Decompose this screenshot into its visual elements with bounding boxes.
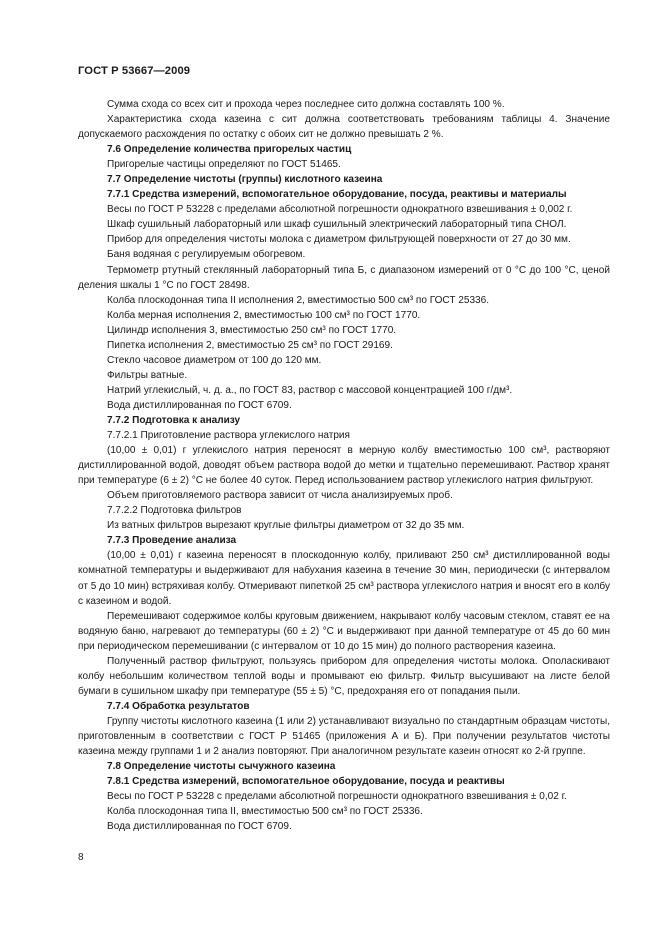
paragraph: Группу чистоты кислотного казеина (1 или 2) устанавливают визуально по стандартным образцам чистоты, приготовленным в соответствии с ГОСТ Р 51465 (приложения А и Б). При получении результатов чистоты казеина между группами 1 и 2 анализ повторяют. При аналогичном результате казеин относят ко 2-й группе. [78,715,610,758]
paragraph: Прибор для определения чистоты молока с диаметром фильтрующей поверхности от 27 до 30 мм. [107,234,571,246]
section-heading: 7.6 Определение количества пригорелых частиц [107,144,352,156]
paragraph: (10,00 ± 0,01) г казеина переносят в плоскодонную колбу, приливают 250 см³ дистиллированной воды комнатной температуры и выдерживают для набухания казеина в течение 30 мин, периодически (с интервалом от 5 до 10 мин) встряхивая колбу. Отмеривают пипеткой 25 см³ раствора углекислого натрия и вносят его в колбу с казеином и водой. [78,550,610,607]
page-number: 8 [78,852,84,863]
paragraph: Сумма схода со всех сит и прохода через последнее сито должна составлять 100 %. [107,99,505,110]
paragraph: Пригорелые частицы определяют по ГОСТ 51465. [107,159,341,171]
paragraph: Весы по ГОСТ Р 53228 с пределами абсолютной погрешности однократного взвешивания ± 0,002 г. [107,204,573,216]
section-heading: 7.7.3 Проведение анализа [107,535,237,547]
paragraph: Полученный раствор фильтруют, пользуясь прибором для определения чистоты молока. Ополаскивают колбу небольшим количеством теплой воды и промывают ею фильтр. Фильтр высушивают на листе белой бумаги в сушильном шкафу при температуре (55 ± 5) °С, предохраняя его от попадания пыли. [78,655,610,697]
paragraph: Стекло часовое диаметром от 100 до 120 мм. [107,354,322,366]
paragraph: (10,00 ± 0,01) г углекислого натрия переносят в мерную колбу вместимостью 100 см³, растворяют дистиллированной водой, доводят объем раствора водой до метки и тщательно перемешивают. Раствор хранят при температуре (6 ± 2) °С не более 40 суток. Перед использованием раствор углекислого натрия фильтруют. [78,445,610,487]
section-heading: 7.7 Определение чистоты (группы) кислотного казеина [107,174,383,186]
section-heading: 7.7.2 Подготовка к анализу [107,414,241,426]
section-heading: 7.8.1 Средства измерений, вспомогательное оборудование, посуда и реактивы [107,776,505,788]
paragraph: Шкаф сушильный лабораторный или шкаф сушильный электрический лабораторный типа СНОЛ. [107,219,567,231]
paragraph: Цилиндр исполнения 3, вместимостью 250 см³ по ГОСТ 1770. [107,324,397,336]
paragraph: Вода дистиллированная по ГОСТ 6709. [107,821,292,833]
document-header: ГОСТ Р 53667—2009 [78,65,191,77]
section-heading: 7.7.1 Средства измерений, вспомогательное оборудование, посуда, реактивы и материалы [107,189,567,201]
paragraph: Колба мерная исполнения 2, вместимостью 100 см³ по ГОСТ 1770. [107,309,421,321]
section-heading: 7.7.4 Обработка результатов [107,700,250,712]
paragraph: Колба плоскодонная типа II, вместимостью 500 см³ по ГОСТ 25336. [107,806,423,818]
paragraph: Весы по ГОСТ Р 53228 с пределами абсолютной погрешности однократного взвешивания ± 0,02 г. [107,791,567,803]
paragraph: Термометр ртутный стеклянный лабораторный типа Б, с диапазоном измерений от 0 °С до 100 °С, ценой деления шкалы 1 °С по ГОСТ 28498. [78,264,610,291]
paragraph: Характеристика схода казеина с сит должна соответствовать требованиям таблицы 4. Значение допускаемого расхождения по остатку с обоих сит не должно превышать 2 %. [78,114,610,141]
paragraph: Пипетка исполнения 2, вместимостью 25 см³ по ГОСТ 29169. [107,339,393,351]
paragraph: Вода дистиллированная по ГОСТ 6709. [107,399,292,411]
subsection-heading: 7.7.2.2 Подготовка фильтров [107,505,242,517]
paragraph: Натрий углекислый, ч. д. а., по ГОСТ 83, раствор с массовой концентрацией 100 г/дм³. [107,384,513,396]
paragraph: Перемешивают содержимое колбы круговым движением, накрывают колбу часовым стеклом, ставят ее на водяную баню, нагревают до температуры (60 ± 2) °С и выдерживают при данной температуре от 45 до 60 мин при периодическом перемешивании (с интервалом от 10 до 15 мин) до полного растворения казеина. [78,610,610,652]
paragraph: Баня водяная с регулируемым обогревом. [107,249,306,261]
subsection-heading: 7.7.2.1 Приготовление раствора углекислого натрия [107,430,350,442]
paragraph: Фильтры ватные. [107,369,188,381]
document-body [78,97,610,834]
paragraph: Из ватных фильтров вырезают круглые фильтры диаметром от 32 до 35 мм. [107,520,465,532]
paragraph: Объем приготовляемого раствора зависит от числа анализируемых проб. [107,490,453,502]
paragraph: Колба плоскодонная типа II исполнения 2, вместимостью 500 см³ по ГОСТ 25336. [107,294,490,306]
section-heading: 7.8 Определение чистоты сычужного казеина [107,761,336,773]
